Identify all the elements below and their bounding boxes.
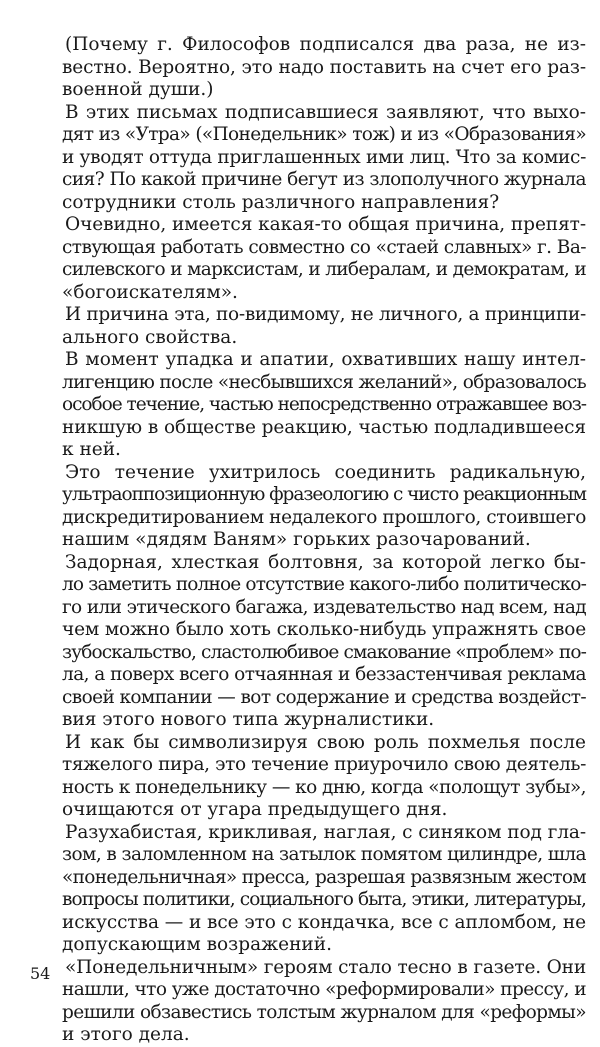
paragraph bbox=[62, 304, 586, 349]
text-line: и уводят оттуда приглашенных ими лиц. Что за комис- bbox=[62, 146, 586, 168]
text-line: сотрудники столь различного направления? bbox=[62, 191, 500, 213]
text-line: ствующая работать совместно со «стаей славных» г. Ва- bbox=[62, 236, 586, 258]
text-line: ность к понедельнику — ко дню, когда «полощут зубы», bbox=[62, 776, 586, 798]
text-line: дят из «Утра» («Понедельник» тож) и из «Образования» bbox=[62, 124, 586, 145]
text-line: вестно. Вероятно, это надо поставить на счет его раз- bbox=[62, 56, 586, 78]
text-line: очищаются от угара предыдущего дня. bbox=[62, 799, 448, 820]
body-text bbox=[62, 34, 586, 1047]
text-line: «Понедельничным» героям стало тесно в газете. Они bbox=[65, 956, 586, 978]
paragraph bbox=[62, 822, 586, 957]
paragraph bbox=[62, 34, 586, 102]
text-line: В этих письмах подписавшиеся заявляют, что выхо- bbox=[65, 101, 586, 123]
text-line: к ней. bbox=[62, 439, 121, 460]
text-line: ла, а поверх всего отчаянная и беззастенчивая реклама bbox=[62, 664, 586, 685]
text-line: «богоискателям». bbox=[62, 281, 238, 303]
text-line: никшую в обществе реакцию, частью подладившееся bbox=[62, 416, 586, 438]
text-line: го или этического багажа, издевательство над всем, над bbox=[62, 596, 586, 618]
text-line: нашли, что уже достаточно «реформировали» прессу, и bbox=[62, 979, 586, 1000]
paragraph bbox=[62, 349, 586, 462]
text-line: зубоскальство, сластолюбивое смакование «проблем» по- bbox=[62, 641, 586, 663]
text-line: ультраоппозиционную фразеологию с чисто реакционным bbox=[62, 484, 586, 505]
text-line: силевского и марксистам, и либералам, и демократам, и bbox=[62, 259, 586, 280]
text-line: зом, в заломленном на затылок помятом цилиндре, шла bbox=[62, 844, 586, 865]
text-line: И как бы символизируя свою роль похмелья после bbox=[65, 731, 586, 753]
text-line: вопросы политики, социального быта, этики, литературы, bbox=[62, 889, 586, 910]
text-line: ло заметить полное отсутствие какого-либо политическо- bbox=[62, 574, 586, 595]
paragraph bbox=[62, 552, 586, 732]
text-line: решили обзавестись толстым журналом для «реформы» bbox=[62, 1001, 586, 1023]
text-line: особое течение, частью непосредственно отражавшее воз- bbox=[62, 394, 586, 415]
paragraph bbox=[62, 732, 586, 822]
paragraph bbox=[62, 102, 586, 215]
text-line: «понедельничная» пресса, разрешая развязным жестом bbox=[62, 866, 586, 888]
text-line: Это течение ухитрилось соединить радикальную, bbox=[65, 461, 586, 483]
text-line: допускающим возражений. bbox=[62, 934, 332, 955]
paragraph bbox=[62, 214, 586, 304]
text-line: искусства — и все это с кондачка, все с апломбом, не bbox=[62, 911, 586, 933]
text-line: ального свойства. bbox=[62, 326, 238, 348]
text-line: дискредитированием недалекого прошлого, стоившего bbox=[62, 506, 586, 528]
text-line: Разухабистая, крикливая, наглая, с синяком под гла- bbox=[65, 821, 586, 843]
text-line: сия? По какой причине бегут из злополучного журнала bbox=[62, 169, 586, 190]
page-number: 54 bbox=[30, 964, 51, 983]
text-line: чем можно было хоть сколько-нибудь упражнять свое bbox=[62, 619, 586, 640]
text-line: лигенцию после «несбывшихся желаний», образовалось bbox=[62, 371, 586, 393]
text-line: своей компании — вот содержание и средства воздейст- bbox=[62, 686, 586, 708]
text-line: Задорная, хлесткая болтовня, за которой легко бы- bbox=[65, 551, 586, 573]
text-line: и этого дела. bbox=[62, 1024, 190, 1045]
paragraph bbox=[62, 957, 586, 1047]
text-line: В момент упадка и апатии, охвативших нашу интел- bbox=[65, 349, 586, 370]
text-line: нашим «дядям Ваням» горьких разочарований. bbox=[62, 529, 531, 550]
text-line: (Почему г. Философов подписался два раза, не из- bbox=[65, 34, 586, 55]
text-line: военной души.) bbox=[62, 79, 214, 100]
text-line: И причина эта, по-видимому, не личного, а принципи- bbox=[65, 304, 586, 325]
text-line: тяжелого пира, это течение приурочило свою деятель- bbox=[62, 754, 586, 775]
text-line: вия этого нового типа журналистики. bbox=[62, 709, 435, 730]
text-line: Очевидно, имеется какая-то общая причина, препят- bbox=[65, 214, 586, 235]
paragraph bbox=[62, 462, 586, 552]
